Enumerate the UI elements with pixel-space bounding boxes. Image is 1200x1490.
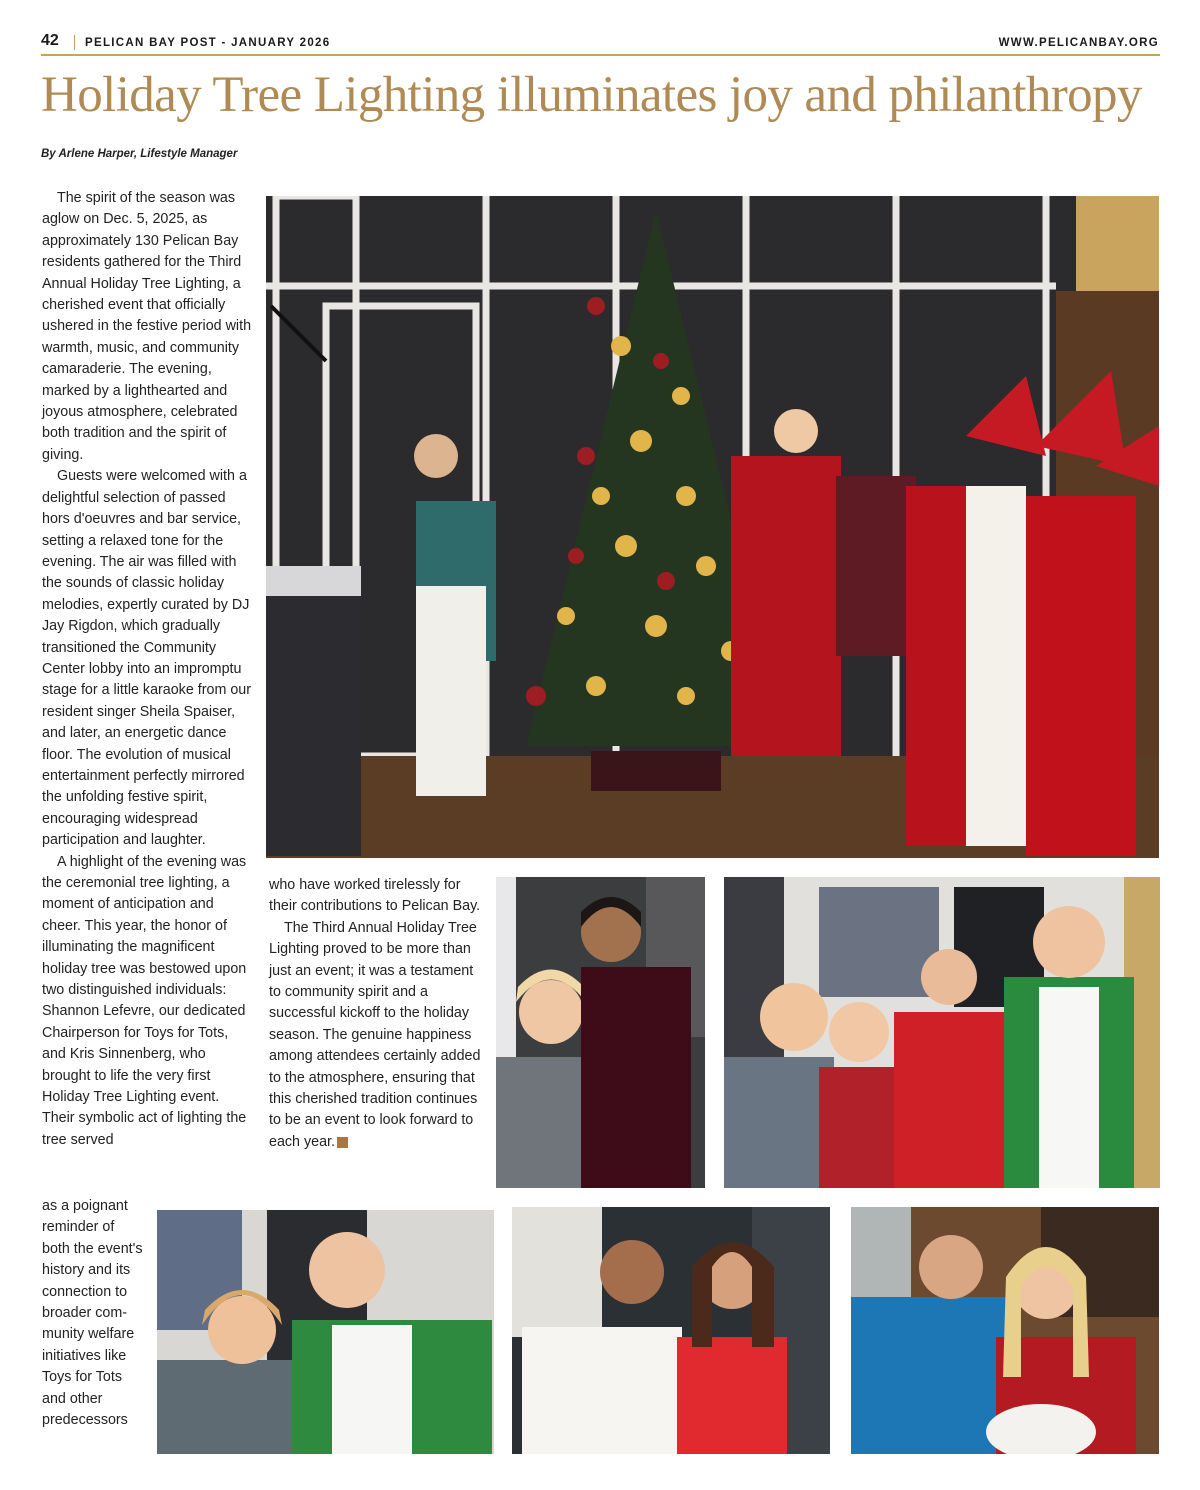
tree-lighting-photo (266, 196, 1159, 858)
end-of-article-mark (337, 1137, 348, 1148)
paragraph: The spirit of the season was aglow on Dec. 5, 2025, as approximately 130 Pelican Bay residents gathered for the Third Annual Holiday Tree Lighting, a cherished event that officially ushered in the festive period with warmth, music, and community camaraderie. The evening, marked by a lighthearted and joyous atmosphere, celebrated both tradition and the spirit of giving. (42, 190, 252, 463)
header-rule (41, 54, 1160, 56)
paragraph-text: The Third Annual Holiday Tree Lighting proved to be more than just an event; it was a testament to community spirit and a successful kickoff to the holiday season. The genuine happiness among attendees certainly added to the atmosphere, ensuring that this cherished tradition continues to be an event to look forward to each year. (269, 919, 481, 1150)
page-number: 42 (41, 32, 59, 49)
website-link[interactable]: WWW.PELICANBAY.ORG (998, 37, 1159, 49)
guests-photo-4 (512, 1207, 830, 1454)
guests-photo-3 (157, 1210, 494, 1454)
paragraph: A highlight of the evening was the ceremonial tree lighting, a moment of anticipation and cheer. This year, the honor of illuminating the magnificent holiday tree was bestowed upon two distinguished individuals: Shannon Lefevre, our dedicated Chairperson for Toys for Tots, and Kris Sinnenberg, who brought to life the very first Holiday Tree Lighting event. Their symbolic act of lighting the tree served (42, 853, 247, 1148)
paragraph: who have worked tirelessly for their contributions to Pelican Bay. (269, 877, 481, 915)
guests-photo-1 (496, 877, 705, 1188)
header-divider (74, 35, 75, 50)
guests-photo-2 (724, 877, 1160, 1188)
publication-name: PELICAN BAY POST - JANUARY 2026 (85, 37, 331, 49)
article-column-1 (42, 188, 254, 1151)
article-column-1-continued (42, 1196, 146, 1431)
paragraph (269, 918, 481, 1153)
byline: By Arlene Harper, Lifestyle Manager (41, 148, 238, 160)
paragraph: Guests were welcomed with a delightful selection of passed hors d'oeuvres and bar service, setting a relaxed tone for the evening. The air was filled with the sounds of classic holiday melodies, expertly curated by DJ Jay Rigdon, which gradually transitioned the Community Center lobby into an impromptu stage for a little karaoke from our resident singer Sheila Spaiser, and later, an energetic dance floor. The evolution of musical entertainment perfectly mirrored the unfolding festive spirit, encouraging widespread participation and laughter. (42, 468, 251, 849)
paragraph: as a poignant reminder of both the event's history and its connection to broader community welfare initiatives like Toys for Tots and other predecessors (42, 1198, 143, 1429)
article-headline: Holiday Tree Lighting illuminates joy and philanthropy (41, 67, 1142, 123)
guests-photo-5 (851, 1207, 1159, 1454)
article-column-2 (269, 875, 481, 1153)
